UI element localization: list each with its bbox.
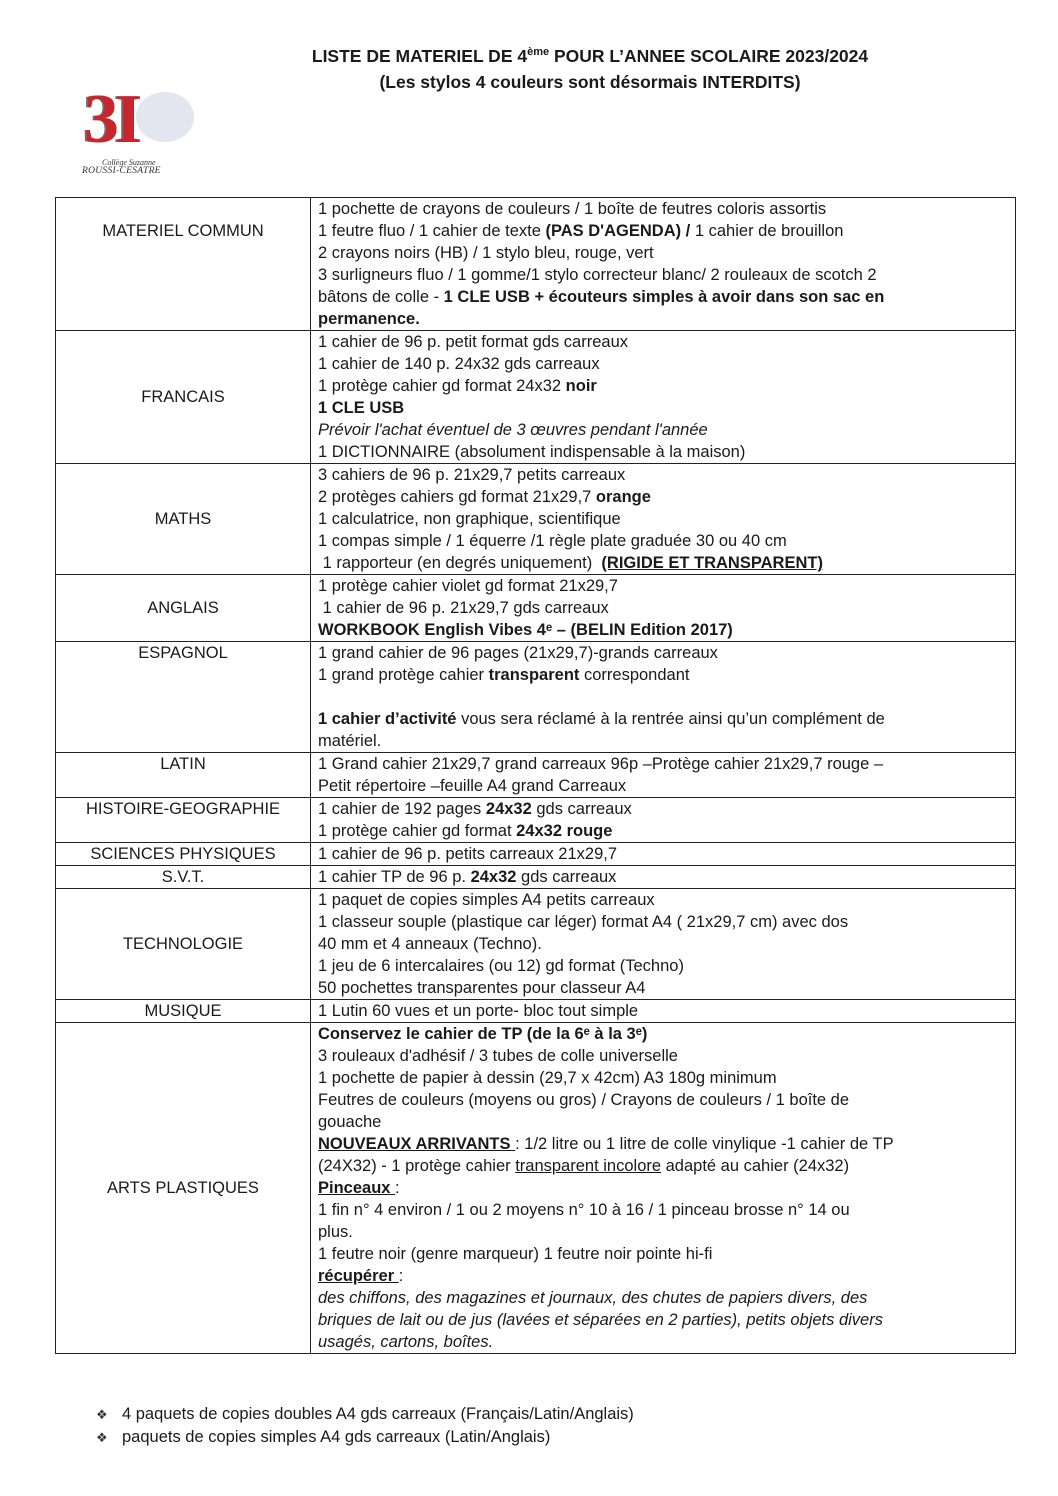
school-logo — [78, 81, 178, 184]
content-cell: 1 grand cahier de 96 pages (21x29,7)-grands carreaux 1 grand protège cahier transparent correspondant 1 cahier d’activité vous sera réclamé à la rentrée ainsi qu’un complément de matériel. — [311, 642, 1016, 753]
subject-cell: HISTOIRE-GEOGRAPHIE — [56, 798, 311, 843]
diamond-bullet-icon: ❖ — [96, 1407, 108, 1422]
subject-cell: ESPAGNOL — [56, 642, 311, 753]
subject-cell: ANGLAIS — [56, 575, 311, 642]
list-item: ❖ paquets de copies simples A4 gds carreaux (Latin/Anglais) — [96, 1428, 551, 1446]
subject-cell: MUSIQUE — [56, 1000, 311, 1023]
content-cell: 1 Lutin 60 vues et un porte- bloc tout simple — [311, 1000, 1016, 1023]
table-row-musique — [56, 1000, 1016, 1023]
content-cell: 1 cahier de 96 p. petits carreaux 21x29,7 — [311, 843, 1016, 866]
logo-swoosh — [136, 92, 194, 142]
content-cell: 1 protège cahier violet gd format 21x29,7 1 cahier de 96 p. 21x29,7 gds carreaux WORKBOOK English Vibes 4ᵉ – (BELIN Edition 2017) — [311, 575, 1016, 642]
content-cell: 1 cahier de 192 pages 24x32 gds carreaux 1 protège cahier gd format 24x32 rouge — [311, 798, 1016, 843]
subject-cell: MATERIEL COMMUN — [56, 198, 311, 331]
content-cell: 1 pochette de crayons de couleurs / 1 boîte de feutres coloris assortis 1 feutre fluo / 1 cahier de texte (PAS D'AGENDA) / 1 cahier de brouillon 2 crayons noirs (HB) / 1 stylo bleu, rouge, vert 3 surligneurs fluo / 1 gomme/1 stylo correcteur blanc/ 2 rouleaux de scotch 2 bâtons de colle - 1 CLE USB + écouteurs simples à avoir dans son sac en permanence. — [311, 198, 1016, 331]
table-row-espagnol — [56, 642, 1016, 753]
subject-cell: MATHS — [56, 464, 311, 575]
table-row-sciences-physiques — [56, 843, 1016, 866]
list-item: ❖ 4 paquets de copies doubles A4 gds carreaux (Français/Latin/Anglais) — [96, 1405, 634, 1423]
logo-text-line2: ROUSSI-CESATRE — [82, 166, 161, 176]
subject-cell: LATIN — [56, 753, 311, 798]
subject-cell: S.V.T. — [56, 866, 311, 889]
subject-cell: SCIENCES PHYSIQUES — [56, 843, 311, 866]
logo-text-line1: Collège Suzanne — [102, 158, 156, 167]
content-cell: 1 Grand cahier 21x29,7 grand carreaux 96p –Protège cahier 21x29,7 rouge – Petit répertoire –feuille A4 grand Carreaux — [311, 753, 1016, 798]
table-row-anglais — [56, 575, 1016, 642]
table-row-histoire-geographie — [56, 798, 1016, 843]
table-row-technologie — [56, 889, 1016, 1000]
content-cell: 1 cahier de 96 p. petit format gds carreaux 1 cahier de 140 p. 24x32 gds carreaux 1 protège cahier gd format 24x32 noir 1 CLE USB Prévoir l'achat éventuel de 3 œuvres pendant l'année 1 DICTIONNAIRE (absolument indispensable à la maison) — [311, 331, 1016, 464]
content-cell: 3 cahiers de 96 p. 21x29,7 petits carreaux 2 protèges cahiers gd format 21x29,7 orange 1 calculatrice, non graphique, scientifique 1 compas simple / 1 équerre /1 règle plate graduée 30 ou 40 cm 1 rapporteur (en degrés uniquement) (RIGIDE ET TRANSPARENT) — [311, 464, 1016, 575]
table-row-latin — [56, 753, 1016, 798]
page-subtitle: (Les stylos 4 couleurs sont désormais INTERDITS) — [379, 72, 801, 92]
supplies-table — [55, 197, 1016, 1354]
content-cell: 1 cahier TP de 96 p. 24x32 gds carreaux — [311, 866, 1016, 889]
subject-cell: TECHNOLOGIE — [56, 889, 311, 1000]
table-row-svt — [56, 866, 1016, 889]
subject-cell: ARTS PLASTIQUES — [56, 1023, 311, 1354]
subject-cell: FRANCAIS — [56, 331, 311, 464]
table-row-maths — [56, 464, 1016, 575]
table-row-materiel-commun — [56, 198, 1016, 331]
table-row-francais — [56, 331, 1016, 464]
logo-mark: 3I — [84, 81, 139, 158]
diamond-bullet-icon: ❖ — [96, 1430, 108, 1445]
content-cell: Conservez le cahier de TP (de la 6ᵉ à la 3ᵉ) 3 rouleaux d'adhésif / 3 tubes de colle universelle 1 pochette de papier à dessin (29,7 x 42cm) A3 180g minimum Feutres de couleurs (moyens ou gros) / Crayons de couleurs / 1 boîte de gouache NOUVEAUX ARRIVANTS : 1/2 litre ou 1 litre de colle vinylique -1 cahier de TP (24X32) - 1 protège cahier transparent incolore adapté au cahier (24x32) Pinceaux : 1 fin n° 4 environ / 1 ou 2 moyens n° 10 à 16 / 1 pinceau brosse n° 14 ou plus. 1 feutre noir (genre marqueur) 1 feutre noir pointe hi-fi récupérer : des chiffons, des magazines et journaux, des chutes de papiers divers, des briques de lait ou de jus (lavées et séparées en 2 parties), petits objets divers usagés, cartons, boîtes. — [311, 1023, 1016, 1354]
content-cell: 1 paquet de copies simples A4 petits carreaux 1 classeur souple (plastique car léger) format A4 ( 21x29,7 cm) avec dos 40 mm et 4 anneaux (Techno). 1 jeu de 6 intercalaires (ou 12) gd format (Techno) 50 pochettes transparentes pour classeur A4 — [311, 889, 1016, 1000]
table-row-arts-plastiques — [56, 1023, 1016, 1354]
page-title: LISTE DE MATERIEL DE 4ème POUR L’ANNEE SCOLAIRE 2023/2024 — [311, 46, 869, 66]
